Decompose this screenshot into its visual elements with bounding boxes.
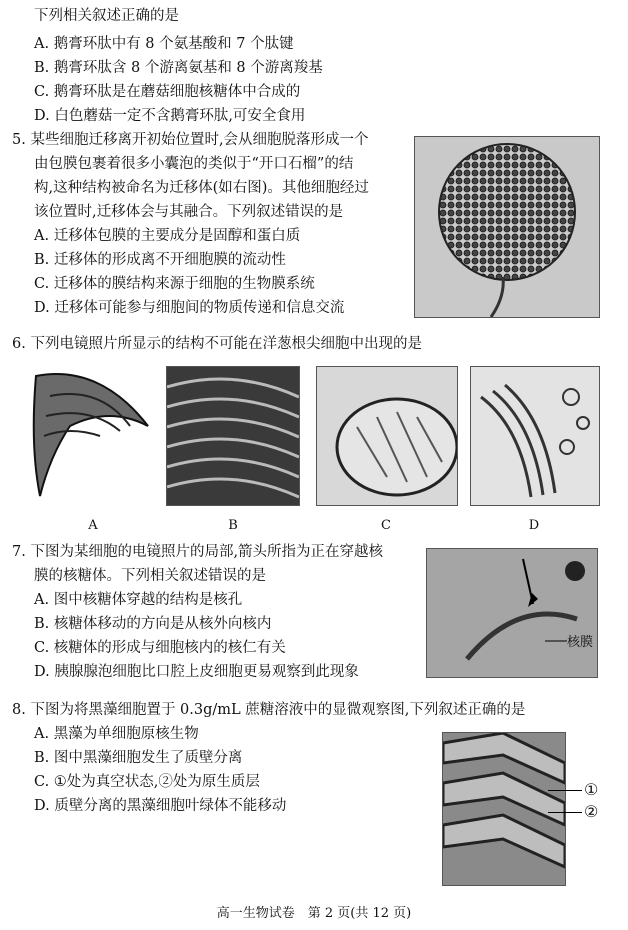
q6-image-d-drawing xyxy=(471,367,599,505)
q4-option-d: D. 白色蘑菇一定不含鹅膏环肽,可安全食用 xyxy=(34,108,306,124)
q8-option-b: B. 图中黑藻细胞发生了质壁分离 xyxy=(34,750,243,766)
q8-marker-1: ① xyxy=(584,780,599,799)
q6-label-c: C xyxy=(381,518,391,533)
elodea-drawing xyxy=(443,733,565,885)
q7-stem-line-1: 7. 下图为某细胞的电镜照片的局部,箭头所指为正在穿越核 xyxy=(12,544,384,560)
migrasome-micrograph xyxy=(414,136,600,318)
q6-label-a: A xyxy=(88,518,98,533)
q6-image-c xyxy=(316,366,458,506)
q6-label-b: B xyxy=(228,518,238,533)
migrasome-drawing xyxy=(415,137,599,317)
nuclear-membrane-micrograph xyxy=(426,548,598,678)
q4-option-c: C. 鹅膏环肽是在蘑菇细胞核糖体中合成的 xyxy=(34,84,301,100)
nuclear-membrane-drawing xyxy=(427,549,597,677)
q6-stem: 6. 下列电镜照片所显示的结构不可能在洋葱根尖细胞中出现的是 xyxy=(12,336,422,352)
q4-stem: 下列相关叙述正确的是 xyxy=(34,8,179,24)
q7-stem-line-2: 膜的核糖体。下列相关叙述错误的是 xyxy=(34,568,266,584)
q6-image-b-drawing xyxy=(167,367,299,505)
q5-option-a: A. 迁移体包膜的主要成分是固醇和蛋白质 xyxy=(34,228,301,244)
q8-stem: 8. 下图为将黑藻细胞置于 0.3g/mL 蔗糖溶液中的显微观察图,下列叙述正确的是 xyxy=(12,702,526,718)
q6-image-c-drawing xyxy=(317,367,457,505)
q7-option-a: A. 图中核糖体穿越的结构是核孔 xyxy=(34,592,243,608)
q6-image-a xyxy=(30,366,156,504)
q6-image-d xyxy=(470,366,600,506)
q8-marker-2: ② xyxy=(584,802,599,821)
nuclear-membrane-label: 核膜 xyxy=(567,631,593,650)
q7-option-b: B. 核糖体移动的方向是从核外向核内 xyxy=(34,616,272,632)
q8-option-c: C. ①处为真空状态,②处为原生质层 xyxy=(34,774,260,790)
q8-option-a: A. 黑藻为单细胞原核生物 xyxy=(34,726,199,742)
q6-label-d: D xyxy=(528,518,540,533)
q6-image-b xyxy=(166,366,300,506)
q4-option-b: B. 鹅膏环肽含 8 个游离氨基和 8 个游离羧基 xyxy=(34,60,323,76)
q4-option-a: A. 鹅膏环肽中有 8 个氨基酸和 7 个肽键 xyxy=(34,36,294,52)
page-footer: 高一生物试卷 第 2 页(共 12 页) xyxy=(216,906,412,921)
q7-option-c: C. 核糖体的形成与细胞核内的核仁有关 xyxy=(34,640,286,656)
q7-option-d: D. 胰腺腺泡细胞比口腔上皮细胞更易观察到此现象 xyxy=(34,664,359,680)
q8-option-d: D. 质壁分离的黑藻细胞叶绿体不能移动 xyxy=(34,798,287,814)
q6-image-a-drawing xyxy=(30,366,156,504)
q5-option-c: C. 迁移体的膜结构来源于细胞的生物膜系统 xyxy=(34,276,315,292)
q5-option-b: B. 迁移体的形成离不开细胞膜的流动性 xyxy=(34,252,286,268)
q5-stem-line-4: 该位置时,迁移体会与其融合。下列叙述错误的是 xyxy=(34,204,344,220)
q5-option-d: D. 迁移体可能参与细胞间的物质传递和信息交流 xyxy=(34,300,345,316)
elodea-micrograph xyxy=(442,732,566,886)
q5-stem-line-3: 构,这种结构被命名为迁移体(如右图)。其他细胞经过 xyxy=(34,180,369,196)
q5-stem-line-2: 由包膜包裹着很多小囊泡的类似于“开口石榴”的结 xyxy=(34,156,354,172)
pointer-line-1 xyxy=(548,790,582,791)
pointer-line-2 xyxy=(548,812,582,813)
q5-stem-line-1: 5. 某些细胞迁移离开初始位置时,会从细胞脱落形成一个 xyxy=(12,132,369,148)
